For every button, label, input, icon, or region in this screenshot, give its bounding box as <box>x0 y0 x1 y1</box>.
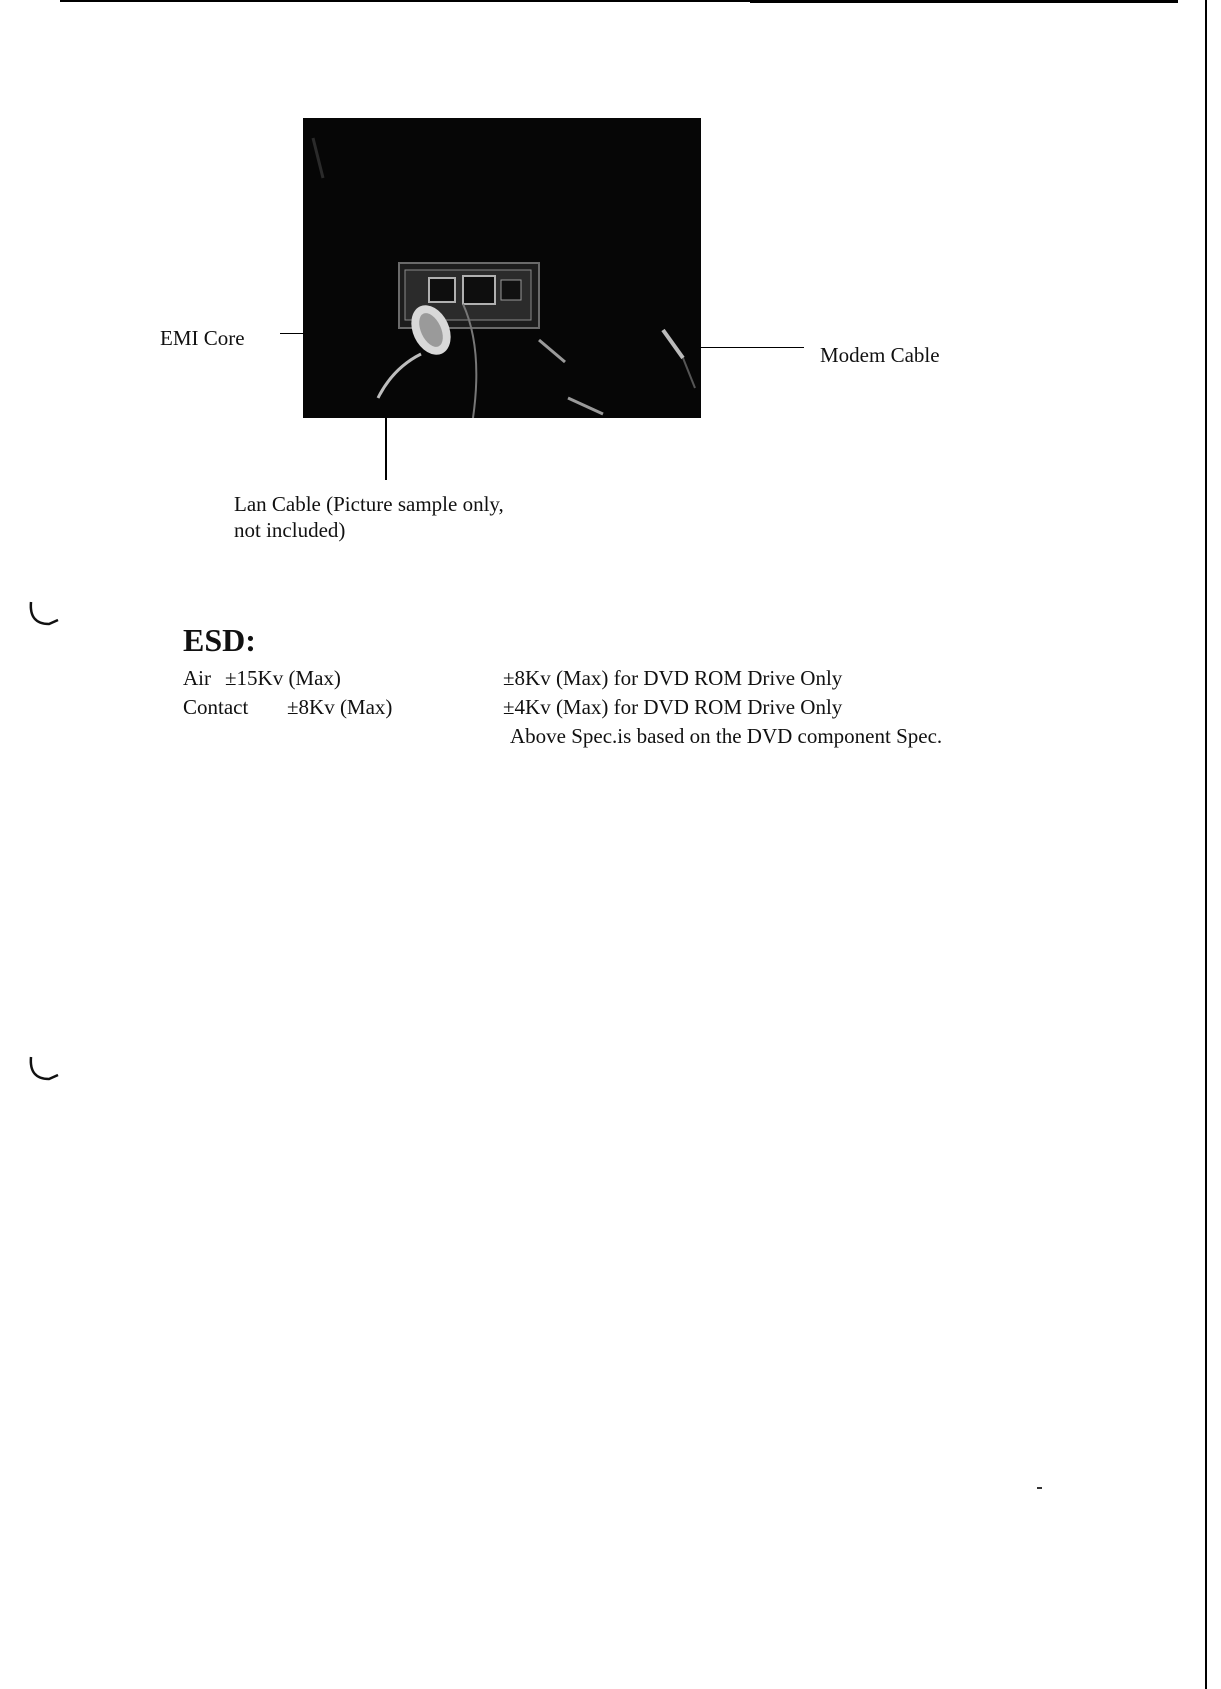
emi-core-callout: EMI Core <box>160 326 245 350</box>
esd-heading: ESD: <box>183 622 256 658</box>
emi-core-leader-line <box>280 333 304 334</box>
right-border-rule <box>1205 0 1207 1689</box>
esd-spec-note: Above Spec.is based on the DVD component Spec. <box>510 724 943 748</box>
binder-hole-mark <box>27 600 61 630</box>
lan-cable-leader-line <box>385 418 387 480</box>
esd-air-value: ±15Kv (Max) <box>225 666 341 690</box>
top-rule-thick <box>750 0 1178 3</box>
lan-cable-callout-line2: not included) <box>234 518 346 542</box>
esd-contact-value: ±8Kv (Max) <box>287 695 393 719</box>
modem-cable-callout: Modem Cable <box>820 343 940 367</box>
connector-photo-graphic <box>303 118 701 418</box>
modem-cable-leader-line <box>701 347 804 348</box>
esd-air-name: Air <box>183 666 211 690</box>
binder-hole-mark <box>27 1055 61 1085</box>
scan-speck <box>1037 1487 1042 1489</box>
connector-photo <box>303 118 701 418</box>
lan-cable-callout-line1: Lan Cable (Picture sample only, <box>234 492 504 516</box>
esd-contact-name: Contact <box>183 695 249 719</box>
esd-contact-dvd-spec: ±4Kv (Max) for DVD ROM Drive Only <box>503 695 843 719</box>
esd-air-dvd-spec: ±8Kv (Max) for DVD ROM Drive Only <box>503 666 843 690</box>
